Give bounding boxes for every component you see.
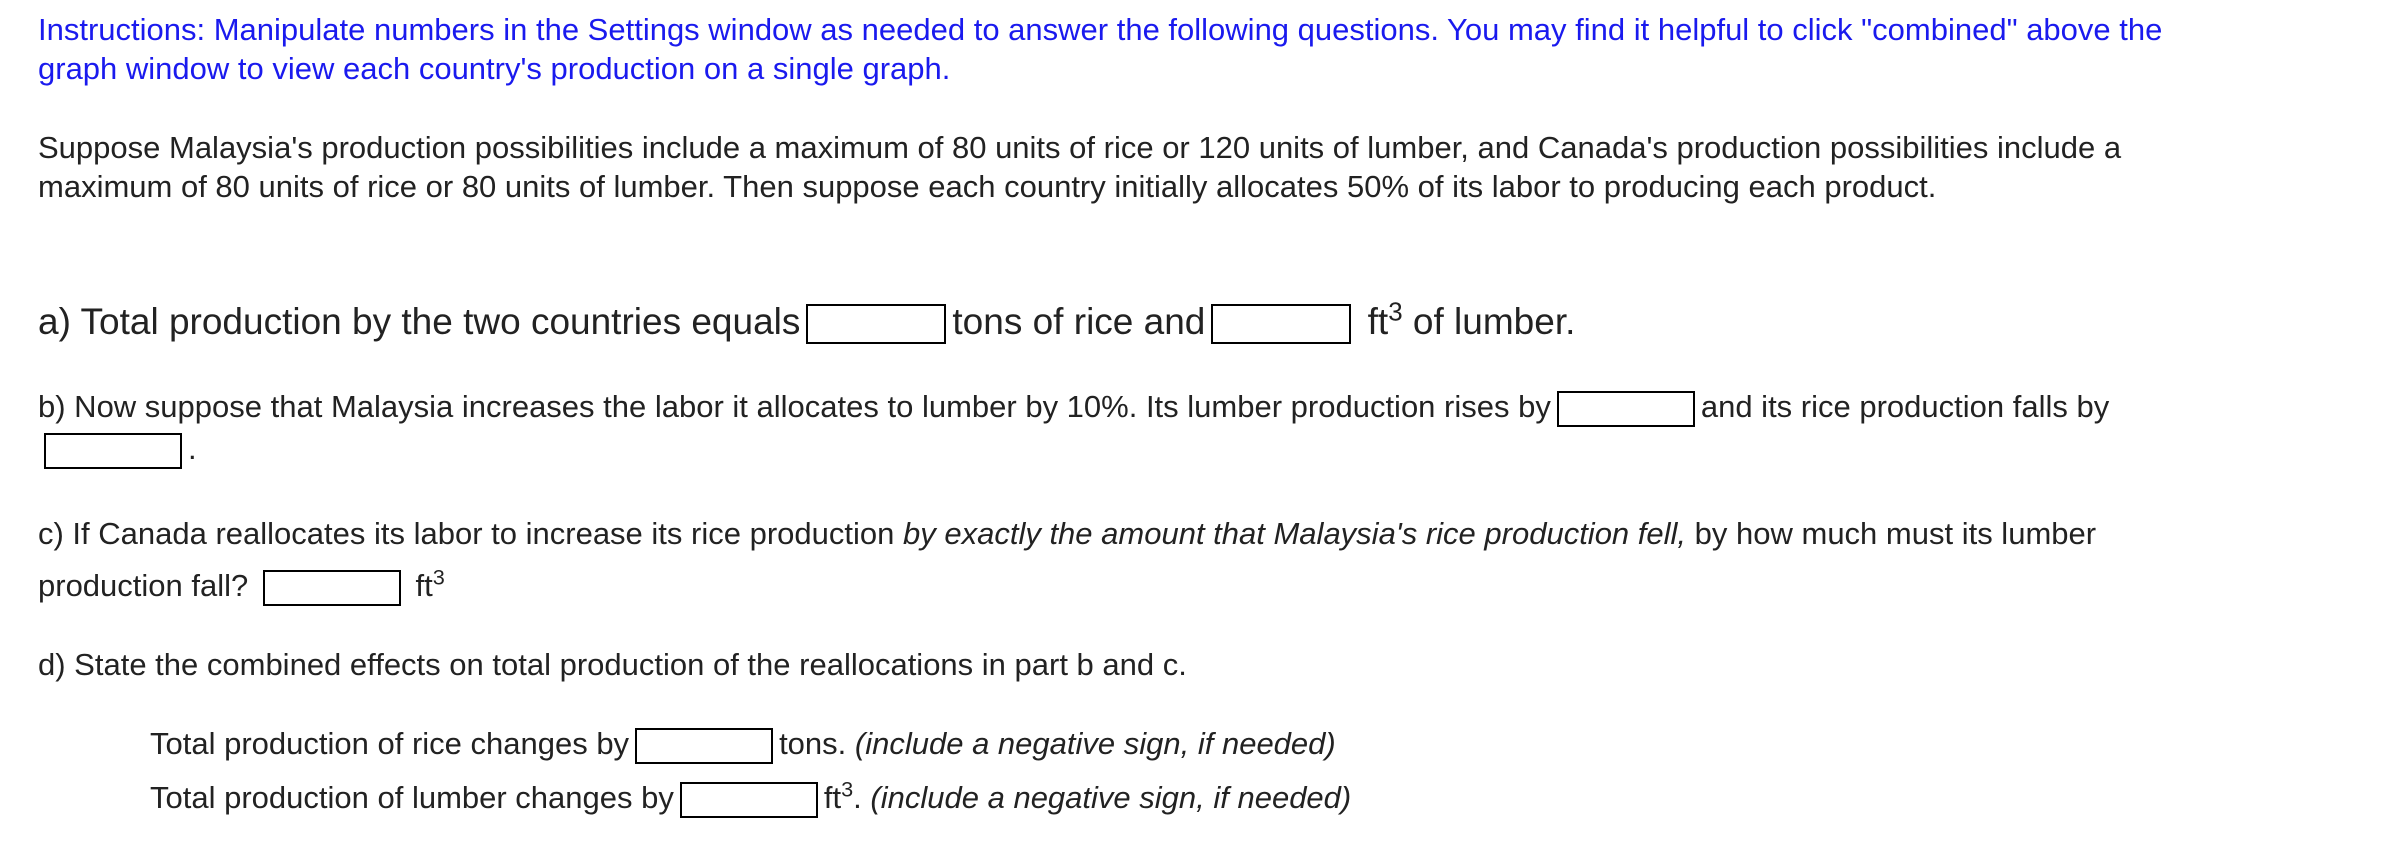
question-d-lumber-note: (include a negative sign, if needed) xyxy=(870,780,1352,815)
question-c-emphasis: by exactly the amount that Malaysia's rice production fell, xyxy=(903,516,1687,551)
question-d-rice-line xyxy=(150,724,1336,764)
rice-total-input[interactable] xyxy=(806,304,946,344)
question-c-prefix: c) If Canada reallocates its labor to increase its rice production xyxy=(38,516,895,551)
question-d-rice-unit: tons. xyxy=(779,726,847,761)
question-d-lumber-unit-exponent: 3 xyxy=(841,776,854,802)
lumber-total-input[interactable] xyxy=(1211,304,1351,344)
question-d-lumber-unit: ft xyxy=(823,780,842,815)
question-c xyxy=(38,508,2218,612)
question-b-middle: and its rice production falls by xyxy=(1700,389,2110,424)
question-c-unit: ft xyxy=(415,568,433,603)
rice-fall-input[interactable] xyxy=(44,433,182,469)
question-d-rice-label: Total production of rice changes by xyxy=(150,726,630,761)
lumber-rise-input[interactable] xyxy=(1557,391,1695,427)
question-a-unit-exponent: 3 xyxy=(1388,298,1403,327)
question-d: d) State the combined effects on total production of the reallocations in part b and c. xyxy=(38,647,1187,682)
question-d-lumber-line xyxy=(150,778,1351,818)
question-a-unit: ft xyxy=(1367,301,1389,342)
scenario-text: Suppose Malaysia's production possibilities include a maximum of 80 units of rice or 120 units of lumber, and Canada's production possibilities include a maximum of 80 units of rice or 80 units of lumber. Then suppose each country initially allocates 50% of its labor to producing each product. xyxy=(38,130,2122,204)
question-a-prefix: a) Total production by the two countries equals xyxy=(38,301,801,342)
question-a xyxy=(38,296,1575,348)
question-b-suffix: . xyxy=(188,431,197,466)
question-c-unit-exponent: 3 xyxy=(432,564,445,590)
instructions-text: Instructions: Manipulate numbers in the Settings window as needed to answer the following questions. You may find it helpful to click "combined" above the graph window to view each country's production on a single graph. xyxy=(38,12,2163,86)
lumber-change-input[interactable] xyxy=(680,782,818,818)
rice-change-input[interactable] xyxy=(635,728,773,764)
question-a-suffix: of lumber. xyxy=(1412,301,1576,342)
question-d-lumber-label: Total production of lumber changes by xyxy=(150,780,674,815)
question-c-suffix: by how much must its lumber production fall? xyxy=(38,516,2097,603)
question-b xyxy=(38,386,2218,470)
question-d-lumber-unit-suffix: . xyxy=(853,780,862,815)
question-d-rice-note: (include a negative sign, if needed) xyxy=(854,726,1336,761)
question-a-middle: tons of rice and xyxy=(952,301,1206,342)
question-b-prefix: b) Now suppose that Malaysia increases the labor it allocates to lumber by 10%. Its lumber production rises by xyxy=(38,389,1551,424)
canada-lumber-fall-input[interactable] xyxy=(263,570,401,606)
